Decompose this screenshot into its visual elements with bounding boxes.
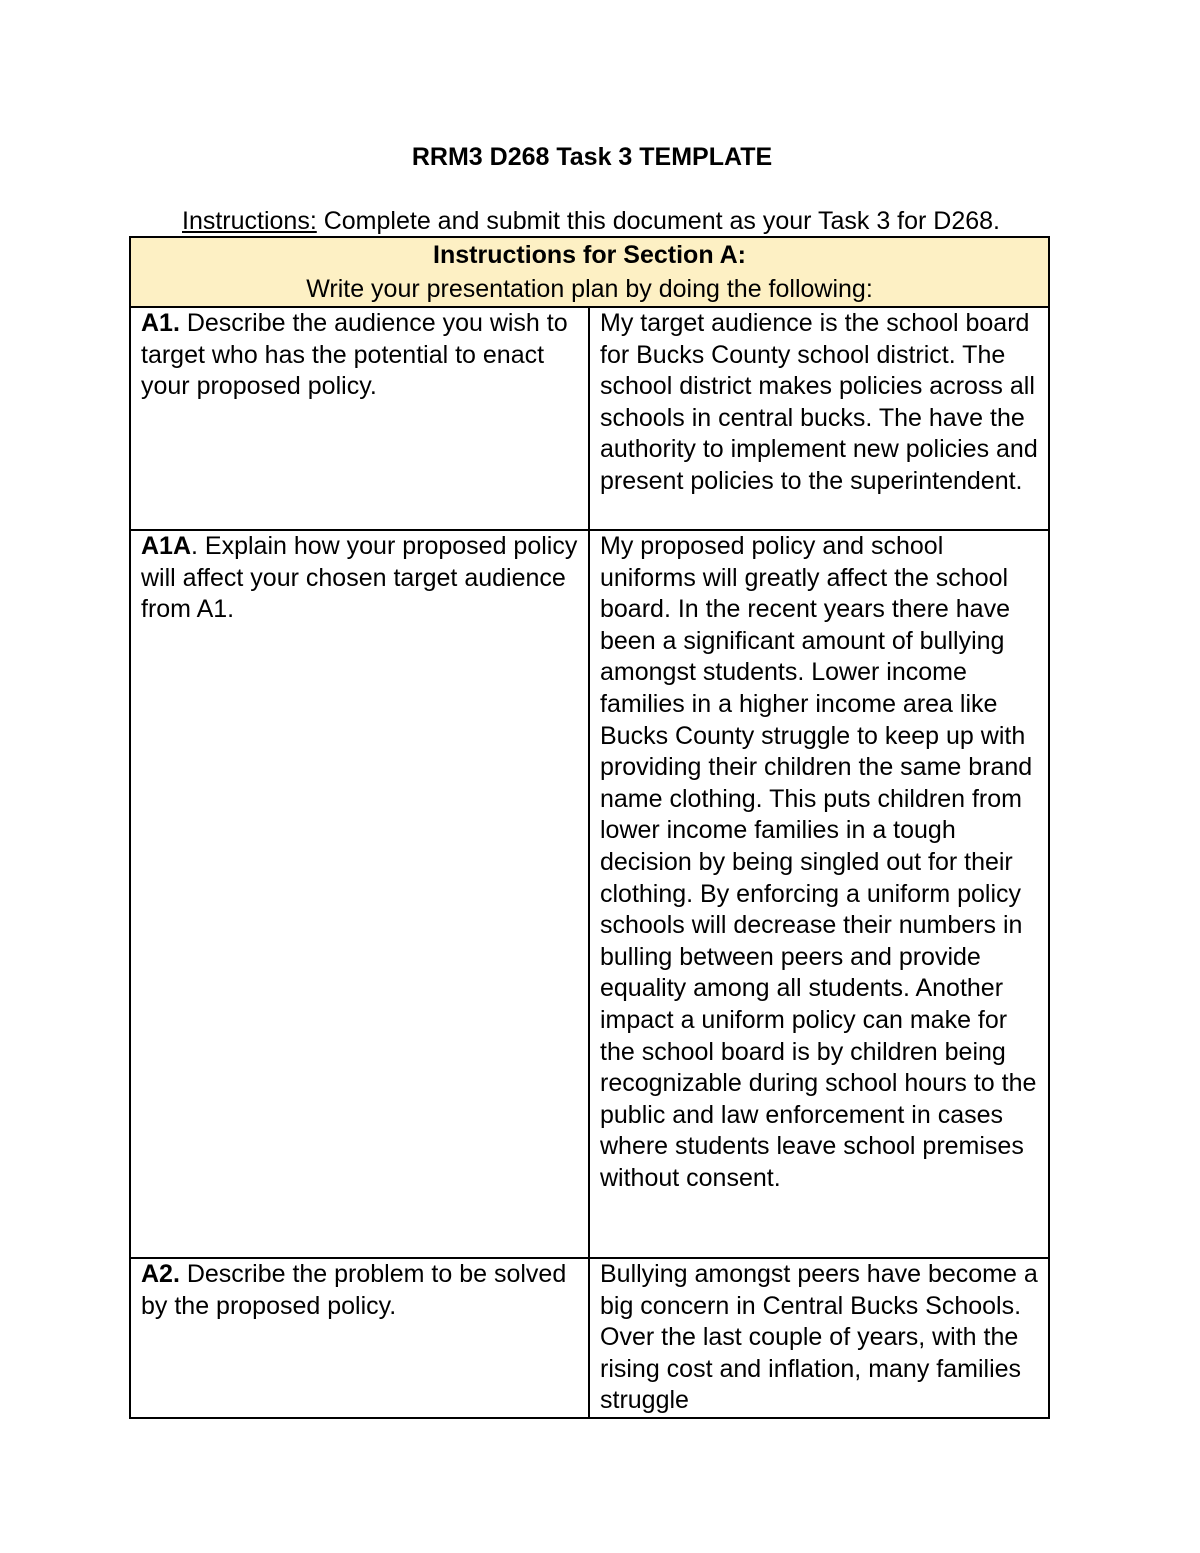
prompt-code-a1: A1. <box>141 309 180 337</box>
document-title: RRM3 D268 Task 3 TEMPLATE <box>411 143 773 171</box>
prompt-cell-a1 <box>130 307 589 530</box>
section-a-header-row <box>130 237 1049 307</box>
prompt-code-a2: A2. <box>141 1260 180 1288</box>
response-cell-a2: Bullying amongst peers have become a big concern in Central Bucks Schools. Over the last couple of years, with the rising cost and inflation, many families struggle <box>589 1258 1049 1418</box>
section-a-table <box>129 236 1050 1419</box>
section-a-header-subtitle: Write your presentation plan by doing the following: <box>306 275 873 303</box>
instructions-line <box>0 204 1182 238</box>
response-cell-a1a: My proposed policy and school uniforms will greatly affect the school board. In the recent years there have been a significant amount of bullying amongst students. Lower income families in a higher income area like Bucks County struggle to keep up with providing their children the same brand name clothing. This puts children from lower income families in a tough decision by being singled out for their clothing. By enforcing a uniform policy schools will decrease their numbers in bulling between peers and provide equality among all students. Another impact a uniform policy can make for the school board is by children being recognizable during school hours to the public and law enforcement in cases where students leave school premises without consent. <box>589 530 1049 1258</box>
prompt-code-a1a: A1A <box>141 532 192 560</box>
table-row-a2 <box>130 1258 1049 1418</box>
instructions-text: Complete and submit this document as your Task 3 for D268. <box>316 207 1000 235</box>
instructions-label: Instructions: <box>182 207 317 235</box>
prompt-text-a1a: . Explain how your proposed policy will affect your chosen target audience from A1. <box>141 532 578 624</box>
prompt-text-a1: Describe the audience you wish to target who has the potential to enact your proposed policy. <box>141 309 568 401</box>
response-cell-a1: My target audience is the school board for Bucks County school district. The school district makes policies across all schools in central bucks. The have the authority to implement new policies and present policies to the superintendent. <box>589 307 1049 530</box>
table-row-a1a <box>130 530 1049 1258</box>
section-a-header-title: Instructions for Section A: <box>433 241 746 269</box>
prompt-cell-a1a <box>130 530 589 1258</box>
section-a-header <box>130 237 1049 307</box>
table-row-a1 <box>130 307 1049 530</box>
prompt-text-a2: Describe the problem to be solved by the proposed policy. <box>141 1260 567 1320</box>
prompt-cell-a2 <box>130 1258 589 1418</box>
